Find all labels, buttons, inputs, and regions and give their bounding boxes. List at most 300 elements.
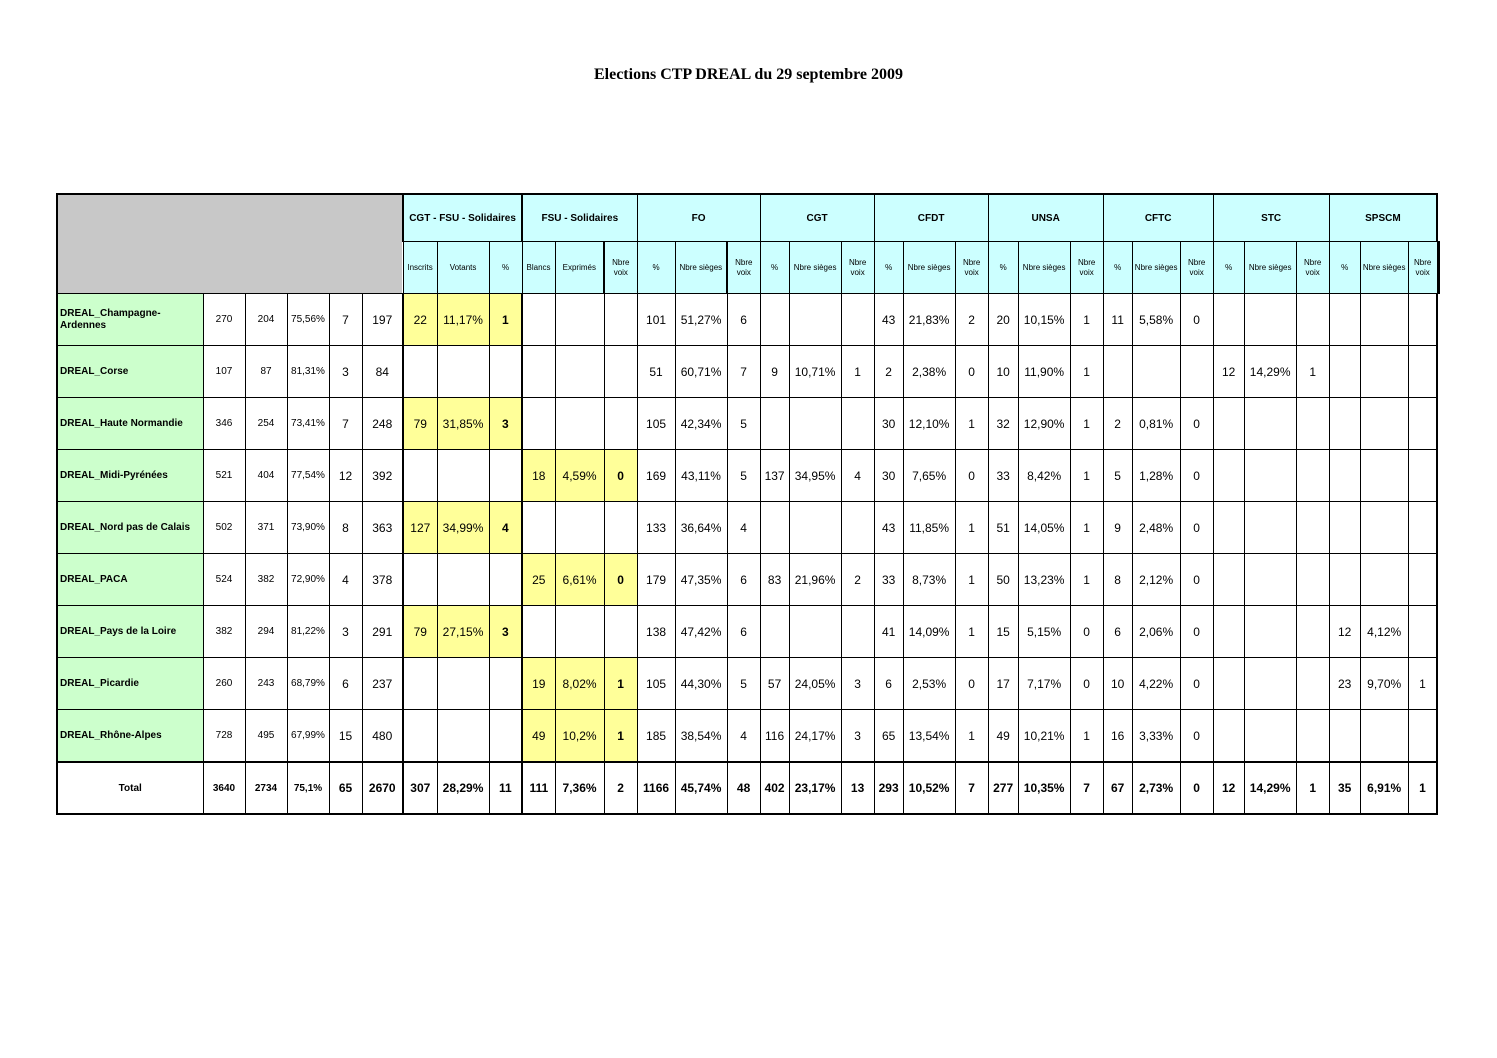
vote-cell: 10,71%: [789, 346, 841, 398]
base-cell: 72,90%: [287, 554, 329, 606]
vote-cell: [1244, 606, 1296, 658]
vote-cell: [1329, 502, 1360, 554]
department-name: DREAL_Picardie: [57, 658, 203, 710]
vote-cell: [1213, 554, 1244, 606]
vote-cell: 79: [403, 606, 437, 658]
vote-cell: 20: [988, 294, 1018, 346]
vote-cell: 27,15%: [437, 606, 489, 658]
vote-cell: [1360, 346, 1408, 398]
vote-cell: 7: [955, 762, 988, 814]
base-cell: 243: [245, 658, 287, 710]
vote-cell: 47,35%: [675, 554, 727, 606]
vote-cell: 169: [637, 450, 675, 502]
vote-cell: 1: [1408, 762, 1437, 814]
vote-cell: 51: [988, 502, 1018, 554]
vote-cell: 1: [604, 658, 637, 710]
party-header: UNSA: [988, 194, 1103, 242]
vote-cell: 33: [988, 450, 1018, 502]
base-cell: 73,41%: [287, 398, 329, 450]
vote-cell: 1: [955, 606, 988, 658]
vote-cell: [437, 450, 489, 502]
vote-cell: 0: [1180, 658, 1213, 710]
base-cell: 270: [203, 294, 245, 346]
column-header: Nbre voix: [841, 242, 874, 294]
vote-cell: [403, 554, 437, 606]
vote-cell: 14,09%: [903, 606, 955, 658]
column-header: %: [637, 242, 675, 294]
vote-cell: 10,35%: [1018, 762, 1070, 814]
vote-cell: 13,54%: [903, 710, 955, 763]
base-cell: 67,99%: [287, 710, 329, 763]
base-cell: 3640: [203, 762, 245, 814]
vote-cell: 10,2%: [555, 710, 604, 763]
base-cell: 260: [203, 658, 245, 710]
vote-cell: 0: [1180, 294, 1213, 346]
vote-cell: 16: [1103, 710, 1132, 763]
vote-cell: 11: [1103, 294, 1132, 346]
vote-cell: 83: [760, 554, 789, 606]
vote-cell: 1: [1296, 346, 1329, 398]
vote-cell: 1: [841, 346, 874, 398]
department-name: DREAL_Haute Normandie: [57, 398, 203, 450]
vote-cell: 0: [1180, 606, 1213, 658]
base-cell: 87: [245, 346, 287, 398]
vote-cell: 1166: [637, 762, 675, 814]
vote-cell: [1213, 658, 1244, 710]
column-header: Nbre voix: [1296, 242, 1329, 294]
vote-cell: 25: [522, 554, 555, 606]
vote-cell: 17: [988, 658, 1018, 710]
base-cell: 2670: [362, 762, 403, 814]
vote-cell: 307: [403, 762, 437, 814]
vote-cell: 0: [1070, 658, 1103, 710]
base-cell: 81,31%: [287, 346, 329, 398]
vote-cell: 12: [1329, 606, 1360, 658]
vote-cell: 6: [727, 554, 760, 606]
vote-cell: 10,52%: [903, 762, 955, 814]
column-header: Nbre voix: [604, 242, 637, 294]
vote-cell: 1: [604, 710, 637, 763]
table-row: [57, 450, 1439, 502]
vote-cell: 10,21%: [1018, 710, 1070, 763]
column-header: %: [988, 242, 1018, 294]
vote-cell: [604, 502, 637, 554]
vote-cell: [760, 606, 789, 658]
vote-cell: 67: [1103, 762, 1132, 814]
vote-cell: 116: [760, 710, 789, 763]
vote-cell: 2: [604, 762, 637, 814]
base-cell: 524: [203, 554, 245, 606]
base-cell: 107: [203, 346, 245, 398]
vote-cell: [1329, 346, 1360, 398]
column-header: Nbre sièges: [675, 242, 727, 294]
base-cell: 81,22%: [287, 606, 329, 658]
base-cell: 15: [329, 710, 362, 763]
base-cell: 75,1%: [287, 762, 329, 814]
vote-cell: 21,83%: [903, 294, 955, 346]
vote-cell: 1: [489, 294, 522, 346]
vote-cell: [1213, 294, 1244, 346]
vote-cell: 33: [874, 554, 903, 606]
vote-cell: [522, 502, 555, 554]
vote-cell: 2,12%: [1132, 554, 1180, 606]
vote-cell: 51: [637, 346, 675, 398]
vote-cell: 57: [760, 658, 789, 710]
vote-cell: 8,02%: [555, 658, 604, 710]
base-cell: 382: [203, 606, 245, 658]
column-header: Nbre voix: [1180, 242, 1213, 294]
vote-cell: 0: [1180, 398, 1213, 450]
vote-cell: [1329, 450, 1360, 502]
vote-cell: 15: [988, 606, 1018, 658]
vote-cell: [1244, 294, 1296, 346]
vote-cell: [522, 346, 555, 398]
party-header: FSU - Solidaires: [522, 194, 637, 242]
department-name: DREAL_Corse: [57, 346, 203, 398]
vote-cell: 137: [760, 450, 789, 502]
base-cell: 254: [245, 398, 287, 450]
vote-cell: [1360, 554, 1408, 606]
vote-cell: [1180, 346, 1213, 398]
vote-cell: 1: [1070, 554, 1103, 606]
vote-cell: [1360, 502, 1408, 554]
vote-cell: [1329, 710, 1360, 763]
vote-cell: [789, 398, 841, 450]
vote-cell: 5: [727, 658, 760, 710]
header-group-row: [57, 194, 1439, 242]
base-cell: 4: [329, 554, 362, 606]
vote-cell: 0: [604, 450, 637, 502]
vote-cell: 111: [522, 762, 555, 814]
vote-cell: 6,61%: [555, 554, 604, 606]
vote-cell: 51,27%: [675, 294, 727, 346]
vote-cell: 3: [489, 398, 522, 450]
vote-cell: 23,17%: [789, 762, 841, 814]
vote-cell: [1296, 658, 1329, 710]
vote-cell: 18: [522, 450, 555, 502]
vote-cell: 2: [955, 294, 988, 346]
column-header: Nbre voix: [1070, 242, 1103, 294]
vote-cell: [437, 346, 489, 398]
vote-cell: 6,91%: [1360, 762, 1408, 814]
vote-cell: 2,38%: [903, 346, 955, 398]
vote-cell: 8,42%: [1018, 450, 1070, 502]
vote-cell: [841, 606, 874, 658]
vote-cell: [1296, 554, 1329, 606]
vote-cell: 7,36%: [555, 762, 604, 814]
vote-cell: 6: [727, 294, 760, 346]
vote-cell: [1408, 554, 1437, 606]
vote-cell: 1: [955, 398, 988, 450]
base-cell: 502: [203, 502, 245, 554]
vote-cell: 5: [1103, 450, 1132, 502]
vote-cell: [1244, 450, 1296, 502]
vote-cell: 48: [727, 762, 760, 814]
vote-cell: 5,58%: [1132, 294, 1180, 346]
total-row: [57, 762, 1439, 814]
vote-cell: 2,73%: [1132, 762, 1180, 814]
vote-cell: [555, 606, 604, 658]
vote-cell: 28,29%: [437, 762, 489, 814]
vote-cell: [555, 398, 604, 450]
vote-cell: 0: [1070, 606, 1103, 658]
column-header: Nbre voix: [1408, 242, 1437, 294]
vote-cell: 65: [874, 710, 903, 763]
vote-cell: [437, 710, 489, 763]
vote-cell: [604, 606, 637, 658]
vote-cell: 0: [955, 658, 988, 710]
vote-cell: 7,65%: [903, 450, 955, 502]
vote-cell: 9: [1103, 502, 1132, 554]
vote-cell: [555, 502, 604, 554]
vote-cell: [1408, 606, 1437, 658]
vote-cell: 45,74%: [675, 762, 727, 814]
base-cell: 392: [362, 450, 403, 502]
vote-cell: [555, 346, 604, 398]
vote-cell: 1: [1070, 346, 1103, 398]
vote-cell: 1: [1070, 294, 1103, 346]
vote-cell: [403, 710, 437, 763]
vote-cell: [489, 710, 522, 763]
total-label: Total: [57, 762, 203, 814]
vote-cell: [1329, 398, 1360, 450]
column-header: Nbre sièges: [1244, 242, 1296, 294]
vote-cell: 49: [988, 710, 1018, 763]
vote-cell: 11,90%: [1018, 346, 1070, 398]
vote-cell: 4: [727, 710, 760, 763]
vote-cell: 79: [403, 398, 437, 450]
column-header: Nbre sièges: [1360, 242, 1408, 294]
base-cell: 480: [362, 710, 403, 763]
vote-cell: 42,34%: [675, 398, 727, 450]
vote-cell: [604, 346, 637, 398]
vote-cell: 2: [841, 554, 874, 606]
vote-cell: [841, 502, 874, 554]
vote-cell: [489, 658, 522, 710]
party-header: CGT - FSU - Solidaires: [403, 194, 522, 242]
vote-cell: 43,11%: [675, 450, 727, 502]
vote-cell: [555, 294, 604, 346]
vote-cell: 1: [1070, 450, 1103, 502]
vote-cell: 4: [489, 502, 522, 554]
vote-cell: [789, 502, 841, 554]
party-header: CFDT: [874, 194, 988, 242]
vote-cell: 44,30%: [675, 658, 727, 710]
vote-cell: [1244, 554, 1296, 606]
base-cell: 378: [362, 554, 403, 606]
base-cell: 363: [362, 502, 403, 554]
base-cell: 248: [362, 398, 403, 450]
vote-cell: 2: [1103, 398, 1132, 450]
vote-cell: [1296, 398, 1329, 450]
vote-cell: 14,29%: [1244, 346, 1296, 398]
party-header: FO: [637, 194, 760, 242]
vote-cell: 30: [874, 398, 903, 450]
vote-cell: 4,12%: [1360, 606, 1408, 658]
vote-cell: 10,15%: [1018, 294, 1070, 346]
vote-cell: 24,17%: [789, 710, 841, 763]
party-header: CGT: [760, 194, 874, 242]
vote-cell: [760, 502, 789, 554]
column-header: %: [1213, 242, 1244, 294]
vote-cell: [489, 346, 522, 398]
vote-cell: 43: [874, 294, 903, 346]
vote-cell: [1244, 502, 1296, 554]
vote-cell: 4: [841, 450, 874, 502]
column-header: Nbre voix: [727, 242, 760, 294]
vote-cell: 13,23%: [1018, 554, 1070, 606]
vote-cell: [403, 346, 437, 398]
vote-cell: [789, 294, 841, 346]
vote-cell: [522, 606, 555, 658]
column-header: Votants: [437, 242, 489, 294]
page-title: Elections CTP DREAL du 29 septembre 2009: [593, 66, 904, 83]
column-header: Nbre sièges: [1018, 242, 1070, 294]
vote-cell: [522, 294, 555, 346]
vote-cell: 138: [637, 606, 675, 658]
party-header: CFTC: [1103, 194, 1213, 242]
base-cell: 346: [203, 398, 245, 450]
vote-cell: 6: [874, 658, 903, 710]
vote-cell: [841, 294, 874, 346]
vote-cell: 0: [955, 450, 988, 502]
vote-cell: 1,28%: [1132, 450, 1180, 502]
base-cell: 84: [362, 346, 403, 398]
vote-cell: 2,48%: [1132, 502, 1180, 554]
table-row: [57, 554, 1439, 606]
vote-cell: 293: [874, 762, 903, 814]
column-header: %: [874, 242, 903, 294]
vote-cell: 8,73%: [903, 554, 955, 606]
vote-cell: [1244, 710, 1296, 763]
vote-cell: [1213, 450, 1244, 502]
base-cell: 371: [245, 502, 287, 554]
base-cell: 404: [245, 450, 287, 502]
base-cell: 382: [245, 554, 287, 606]
department-name: DREAL_Nord pas de Calais: [57, 502, 203, 554]
base-cell: 204: [245, 294, 287, 346]
vote-cell: [1408, 502, 1437, 554]
vote-cell: [1244, 398, 1296, 450]
table-row: [57, 658, 1439, 710]
vote-cell: [437, 554, 489, 606]
vote-cell: 35: [1329, 762, 1360, 814]
table-row: [57, 502, 1439, 554]
vote-cell: [403, 450, 437, 502]
vote-cell: 12: [1213, 762, 1244, 814]
vote-cell: [1360, 710, 1408, 763]
vote-cell: [1408, 346, 1437, 398]
vote-cell: 38,54%: [675, 710, 727, 763]
base-cell: 12: [329, 450, 362, 502]
vote-cell: 4: [727, 502, 760, 554]
vote-cell: 5: [727, 450, 760, 502]
vote-cell: 179: [637, 554, 675, 606]
vote-cell: [1296, 710, 1329, 763]
vote-cell: 1: [1296, 762, 1329, 814]
base-cell: 7: [329, 294, 362, 346]
vote-cell: 9,70%: [1360, 658, 1408, 710]
vote-cell: 30: [874, 450, 903, 502]
vote-cell: [760, 398, 789, 450]
vote-cell: 36,64%: [675, 502, 727, 554]
vote-cell: 8: [1103, 554, 1132, 606]
base-cell: 294: [245, 606, 287, 658]
vote-cell: [489, 450, 522, 502]
vote-cell: 1: [1070, 502, 1103, 554]
vote-cell: [1360, 398, 1408, 450]
vote-cell: 34,99%: [437, 502, 489, 554]
vote-cell: [437, 658, 489, 710]
vote-cell: [1213, 502, 1244, 554]
vote-cell: 0: [1180, 502, 1213, 554]
vote-cell: 12,10%: [903, 398, 955, 450]
department-name: DREAL_Rhône-Alpes: [57, 710, 203, 763]
base-cell: 7: [329, 398, 362, 450]
vote-cell: 3: [841, 658, 874, 710]
base-cell: 197: [362, 294, 403, 346]
vote-cell: 1: [955, 710, 988, 763]
vote-cell: 105: [637, 658, 675, 710]
base-cell: 68,79%: [287, 658, 329, 710]
vote-cell: [760, 294, 789, 346]
table-row: [57, 346, 1439, 398]
vote-cell: 12: [1213, 346, 1244, 398]
vote-cell: [1360, 450, 1408, 502]
vote-cell: 24,05%: [789, 658, 841, 710]
vote-cell: 2,53%: [903, 658, 955, 710]
vote-cell: 3: [841, 710, 874, 763]
vote-cell: [489, 554, 522, 606]
column-header: %: [1329, 242, 1360, 294]
vote-cell: 34,95%: [789, 450, 841, 502]
vote-cell: 1: [1070, 710, 1103, 763]
vote-cell: [1244, 658, 1296, 710]
department-name: DREAL_Champagne-Ardennes: [57, 294, 203, 346]
vote-cell: [1360, 294, 1408, 346]
vote-cell: [604, 294, 637, 346]
vote-cell: 47,42%: [675, 606, 727, 658]
vote-cell: 14,29%: [1244, 762, 1296, 814]
vote-cell: 127: [403, 502, 437, 554]
vote-cell: 6: [1103, 606, 1132, 658]
vote-cell: 19: [522, 658, 555, 710]
department-name: DREAL_Midi-Pyrénées: [57, 450, 203, 502]
table-row: [57, 606, 1439, 658]
party-header: SPSCM: [1329, 194, 1437, 242]
results-table: [56, 193, 1440, 815]
base-cell: 521: [203, 450, 245, 502]
vote-cell: 0: [1180, 554, 1213, 606]
vote-cell: 0: [1180, 710, 1213, 763]
column-header: %: [489, 242, 522, 294]
column-header: Nbre voix: [955, 242, 988, 294]
vote-cell: 43: [874, 502, 903, 554]
vote-cell: 2: [874, 346, 903, 398]
base-cell: 77,54%: [287, 450, 329, 502]
column-header: Nbre sièges: [1132, 242, 1180, 294]
vote-cell: 101: [637, 294, 675, 346]
vote-cell: 277: [988, 762, 1018, 814]
base-cell: 3: [329, 346, 362, 398]
vote-cell: 49: [522, 710, 555, 763]
vote-cell: [1329, 554, 1360, 606]
vote-cell: 2,06%: [1132, 606, 1180, 658]
column-header: Exprimés: [555, 242, 604, 294]
vote-cell: 3: [489, 606, 522, 658]
vote-cell: 32: [988, 398, 1018, 450]
vote-cell: 41: [874, 606, 903, 658]
